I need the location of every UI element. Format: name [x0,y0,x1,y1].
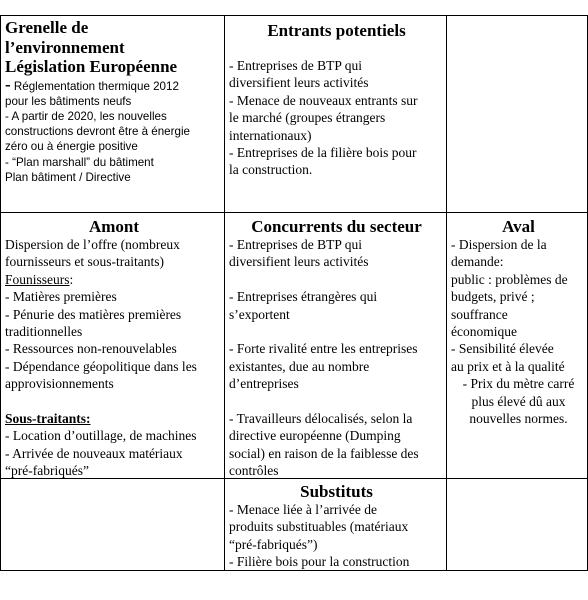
concurrents-item: social) en raison de la faiblesse des [229,445,419,461]
fournisseurs-colon: : [69,271,74,287]
entrants-item: internationaux) [229,127,312,143]
substituts-item: “pré-fabriqués”) [229,536,318,552]
fournisseurs-item: - Ressources non-renouvelables [5,341,177,357]
grenelle-cell [5,18,223,185]
table-col-divider-1 [224,15,225,571]
soustraitants-item: - Location d’outillage, de machines [5,428,197,444]
grenelle-item: constructions devront être à énergie [5,125,190,139]
aval-item: nouvelles normes. [469,411,568,427]
concurrents-item: - Entreprises étrangères qui [229,289,378,305]
entrants-cell [229,21,444,179]
table-row-divider-1 [0,212,588,213]
entrants-title: Entrants potentiels [267,21,406,40]
aval-item: public : problèmes de [451,271,568,287]
aval-title: Aval [502,217,535,236]
substituts-cell [229,482,444,571]
concurrents-item: - Entreprises de BTP qui [229,237,362,252]
concurrents-spacer [229,271,444,288]
aval-item: souffrance [451,306,508,322]
substituts-item: produits substituables (matériaux [229,519,409,535]
substituts-title: Substituts [300,482,373,501]
aval-item: demande: [451,254,504,270]
grenelle-title-line: l’environnement [5,37,125,57]
aval-item: - Prix du mètre carré [462,376,575,392]
concurrents-spacer [229,323,444,340]
grenelle-item: zéro ou à énergie positive [5,140,138,154]
substituts-item: - Menace liée à l’arrivée de [229,502,378,517]
fournisseurs-item: - Dépendance géopolitique dans les [5,358,197,374]
aval-item: plus élevé dû aux [471,393,566,409]
soustraitants-label: Sous-traitants: [5,411,91,427]
table-border-left [0,15,1,571]
concurrents-spacer [229,393,444,410]
concurrents-item: contrôles [229,463,279,479]
aval-item: - Dispersion de la [451,237,547,252]
fournisseurs-item: - Pénurie des matières premières [5,306,182,322]
table-col-divider-2 [446,15,447,571]
concurrents-item: d’entreprises [229,376,299,392]
entrants-item: le marché (groupes étrangers [229,110,386,126]
grenelle-item: - “Plan marshall” du bâtiment [5,155,154,169]
concurrents-item: s’exportent [229,306,290,322]
amont-intro: fournisseurs et sous-traitants) [5,254,164,270]
soustraitants-item: “pré-fabriqués” [5,463,89,479]
fournisseurs-heading [5,271,223,288]
aval-item: - Sensibilité élevée [451,341,554,357]
grenelle-title [5,18,223,77]
amont-intro: Dispersion de l’offre (nombreux [5,237,180,252]
grenelle-list [5,74,223,185]
fournisseurs-item: approvisionnements [5,376,114,392]
amont-title: Amont [88,217,140,236]
soustraitants-item: - Arrivée de nouveaux matériaux [5,445,183,461]
table-border-top [0,15,588,16]
concurrents-item: directive européenne (Dumping [229,428,401,444]
entrants-item: - Entreprises de BTP qui [229,58,362,73]
aval-item: budgets, privé ; [451,289,535,305]
grenelle-title-line: Législation Européenne [5,57,178,76]
fournisseurs-label: Founisseurs [5,271,70,287]
grenelle-item-text: Réglementation thermique 2012 [13,79,179,93]
aval-item: au prix et à la qualité [451,358,565,374]
aval-item: économique [451,324,517,340]
fournisseurs-item: - Matières premières [5,289,117,305]
concurrents-title: Concurrents du secteur [251,217,422,236]
concurrents-item: - Travailleurs délocalisés, selon la [229,411,413,427]
fournisseurs-item: traditionnelles [5,324,83,340]
amont-cell [5,217,223,480]
concurrents-cell [229,217,444,480]
entrants-item: - Menace de nouveaux entrants sur [229,92,418,108]
aval-cell [451,217,586,427]
grenelle-title-line: Grenelle de [5,18,89,37]
grenelle-dash: - [5,74,11,94]
concurrents-item: existantes, due au nombre [229,358,370,374]
concurrents-item: diversifient leurs activités [229,254,369,270]
grenelle-item [5,74,223,94]
substituts-item: - Filière bois pour la construction [229,554,410,570]
grenelle-item: pour les bâtiments neufs [5,94,132,108]
grenelle-item: - A partir de 2020, les nouvelles [5,109,167,123]
grenelle-item: Plan bâtiment / Directive [5,170,131,184]
entrants-item: la construction. [229,162,313,178]
entrants-item: diversifient leurs activités [229,75,369,91]
concurrents-item: - Forte rivalité entre les entreprises [229,341,418,357]
entrants-item: - Entreprises de la filière bois pour [229,145,417,161]
